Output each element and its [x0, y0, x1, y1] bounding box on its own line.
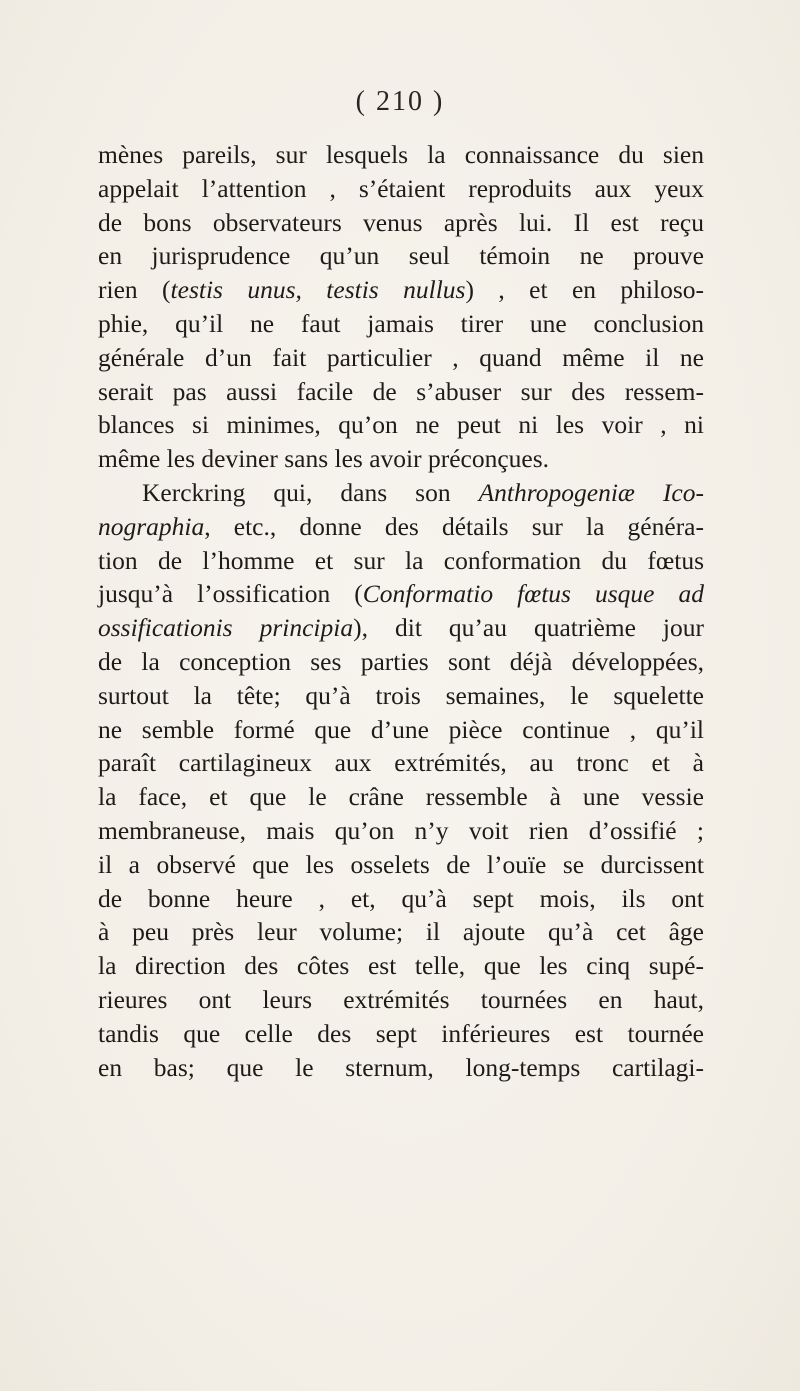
text-segment: ne semble formé que d’une pièce continue , qu’il [98, 714, 704, 744]
text-segment: membraneuse, mais qu’on n’y voit rien d’ossifié ; [98, 815, 704, 845]
text-line [98, 544, 704, 578]
text-line [98, 307, 704, 341]
text-line [98, 949, 704, 983]
text-line [98, 915, 704, 949]
text-segment: rieures ont leurs extrémités tournées en haut, [98, 984, 704, 1014]
text-line [98, 679, 704, 713]
text-line [98, 138, 704, 172]
text-line [98, 645, 704, 679]
text-segment: ), dit qu’au quatrième jour [353, 613, 705, 643]
text-line [98, 780, 704, 814]
italic-text: ossificationis principia [98, 613, 354, 643]
text-line [98, 611, 704, 645]
text-segment: phie, qu’il ne faut jamais tirer une conclusion [98, 308, 704, 338]
text-segment: en jurisprudence qu’un seul témoin ne prouve [98, 241, 704, 271]
text-line [98, 713, 704, 747]
text-segment: rien ( [98, 275, 171, 305]
text-segment: à peu près leur volume; il ajoute qu’à cet âge [98, 917, 704, 947]
text-segment: tion de l’homme et sur la conformation du fœtus [98, 545, 704, 575]
text-line [98, 814, 704, 848]
text-segment: la direction des côtes est telle, que les cinq supé- [98, 951, 704, 981]
text-segment: de bonne heure , et, qu’à sept mois, ils ont [98, 883, 704, 913]
text-segment: mènes pareils, sur lesquels la connaissance du sien [98, 140, 704, 169]
text-line [98, 848, 704, 882]
text-segment: jusqu’à l’ossification ( [98, 579, 363, 609]
text-line [98, 273, 704, 307]
text-line [98, 239, 704, 273]
text-line [98, 375, 704, 409]
text-line [98, 577, 704, 611]
text-line [98, 408, 704, 442]
text-segment: blances si minimes, qu’on ne peut ni les voir , ni [98, 410, 704, 440]
text-line [98, 442, 704, 476]
text-segment: de la conception ses parties sont déjà développées, [98, 646, 704, 676]
text-line [98, 206, 704, 240]
text-line [98, 476, 704, 510]
italic-text: testis unus, testis nullus [170, 275, 466, 305]
text-line [98, 1017, 704, 1051]
text-segment: il a observé que les osselets de l’ouïe se durcissent [98, 849, 704, 879]
text-line [98, 510, 704, 544]
text-segment: générale d’un fait particulier , quand même il ne [98, 342, 704, 372]
text-line [98, 341, 704, 375]
text-segment: serait pas aussi facile de s’abuser sur des ressem- [98, 376, 704, 406]
text-segment: paraît cartilagineux aux extrémités, au tronc et à [98, 748, 704, 778]
text-segment: en bas; que le sternum, long-temps cartilagi- [98, 1052, 704, 1082]
italic-text: Conformatio fœtus usque ad [362, 579, 705, 609]
body-text [98, 138, 704, 1084]
text-segment: tandis que celle des sept inférieures est tournée [98, 1018, 704, 1048]
text-segment: ) , et en philoso- [465, 275, 705, 305]
text-segment: la face, et que le crâne ressemble à une vessie [98, 782, 704, 812]
text-segment: appelait l’attention , s’étaient reproduits aux yeux [98, 173, 704, 203]
text-line [98, 172, 704, 206]
text-line [98, 983, 704, 1017]
page-number: ( 210 ) [355, 86, 445, 117]
text-segment: de bons observateurs venus après lui. Il est reçu [98, 207, 704, 237]
text-line [98, 746, 704, 780]
text-line [98, 1051, 704, 1085]
text-segment: , etc., donne des détails sur la généra- [204, 511, 704, 541]
text-segment: surtout la tête; qu’à trois semaines, le squelette [98, 680, 704, 710]
text-line [98, 882, 704, 916]
text-segment: Kerckring qui, dans son [142, 477, 479, 507]
italic-text: Anthropogeniæ Ico- [478, 477, 704, 507]
text-segment: même les deviner sans les avoir préconçues. [98, 444, 550, 474]
italic-text: nographia [98, 511, 205, 541]
